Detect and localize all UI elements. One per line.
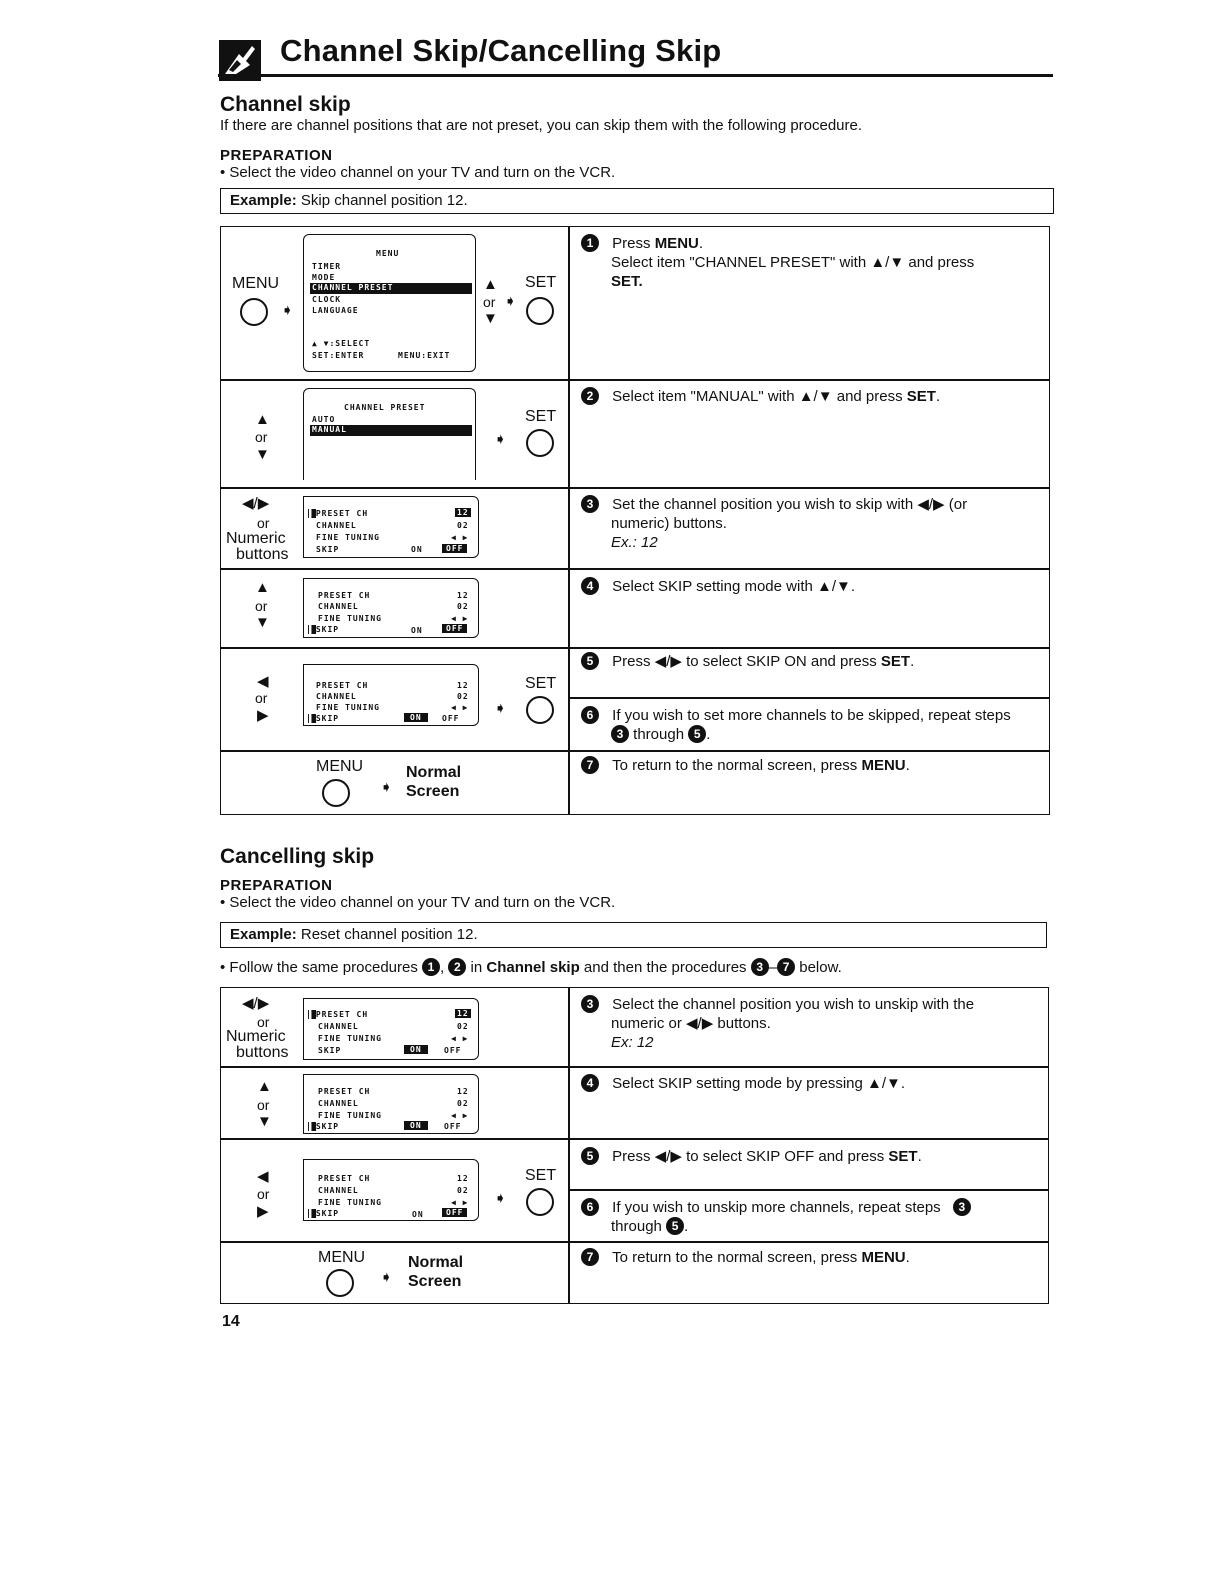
divider	[568, 697, 1050, 699]
cancel-step-7: 7 To return to the normal screen, press MENU.	[581, 1248, 910, 1267]
step-3: 3 Set the channel position you wish to skip with ◀/▶ (or	[581, 495, 967, 514]
osd-unskip-screen: ▌PRESET CH CHANNEL FINE TUNING SKIP 12 02 ◀ ▶ ON OFF	[303, 998, 479, 1060]
cancel-step-6: 6 If you wish to unskip more channels, repeat steps 3	[581, 1198, 971, 1217]
osd-skip-screen: ▌PRESET CH CHANNEL FINE TUNING SKIP 12 02 ◀ ▶ ON OFF	[303, 496, 479, 558]
set-button-icon	[526, 297, 554, 325]
highlight-bar: CHANNEL PRESET	[310, 283, 472, 294]
menu-button-icon	[326, 1269, 354, 1297]
example-label: Example:	[230, 192, 297, 209]
menu-button-label: MENU	[232, 275, 280, 292]
prep-text: • Select the video channel on your TV and turn on the VCR.	[220, 164, 616, 181]
follow-note: • Follow the same procedures 1 , 2 in Channel skip and then the procedures 3 – 7 below.	[220, 959, 842, 976]
osd-skip-screen: PRESET CH CHANNEL FINE TUNING ▌SKIP 12 02 ◀ ▶ ON OFF	[303, 578, 479, 638]
divider	[220, 568, 1050, 570]
menu-button-icon	[240, 298, 268, 326]
step-7: 7 To return to the normal screen, press MENU.	[581, 756, 910, 775]
menu-button-icon	[322, 779, 350, 807]
set-button-label: SET	[525, 274, 557, 291]
set-button-icon	[526, 429, 554, 457]
step-2: 2 Select item "MANUAL" with ▲/▼ and press SET.	[581, 387, 940, 406]
osd-unskip-screen: PRESET CH CHANNEL FINE TUNING ▌SKIP 12 02 ◀ ▶ ON OFF	[303, 1074, 479, 1134]
osd-skip-on-screen: PRESET CH CHANNEL FINE TUNING ▌SKIP 12 02 ◀ ▶ ON OFF	[303, 664, 479, 726]
arrow-icon: ➧	[281, 302, 294, 319]
cancel-step-3: 3 Select the channel position you wish to unskip with the	[581, 995, 974, 1014]
osd-skip-off-screen: PRESET CH CHANNEL FINE TUNING ▌SKIP 12 02 ◀ ▶ ON OFF	[303, 1159, 479, 1221]
prep-heading: PREPARATION	[220, 877, 333, 894]
step-6: 6 If you wish to set more channels to be skipped, repeat steps	[581, 706, 1011, 725]
divider	[220, 379, 1050, 381]
set-button-icon	[526, 1188, 554, 1216]
osd-menu-screen: MENU TIMER MODE CHANNEL PRESET CLOCK LANGUAGE ▲ ▼:SELECT SET:ENTER MENU:EXIT	[303, 234, 476, 372]
step-1: 1 Press MENU.	[581, 234, 703, 253]
example-text: Skip channel position 12.	[300, 192, 468, 209]
cancelling-skip-heading: Cancelling skip	[220, 845, 375, 868]
step-5: 5 Press ◀/▶ to select SKIP ON and press SET.	[581, 652, 914, 671]
set-button-icon	[526, 696, 554, 724]
step-4: 4 Select SKIP setting mode with ▲/▼.	[581, 577, 855, 596]
page-number: 14	[222, 1313, 240, 1330]
channel-skip-heading: Channel skip	[220, 93, 351, 116]
osd-preset-screen: CHANNEL PRESET AUTO MANUAL	[303, 388, 476, 480]
cancel-step-5: 5 Press ◀/▶ to select SKIP OFF and press SET.	[581, 1147, 922, 1166]
example-box	[220, 188, 1054, 214]
title-rule	[218, 74, 1053, 77]
cancel-step-4: 4 Select SKIP setting mode by pressing ▲/▼.	[581, 1074, 905, 1093]
divider	[220, 647, 1050, 649]
example-box: Example: Reset channel position 12.	[220, 922, 1047, 948]
prep-text: • Select the video channel on your TV and turn on the VCR.	[220, 894, 616, 911]
divider	[568, 226, 570, 815]
divider	[220, 487, 1050, 489]
prep-heading: PREPARATION	[220, 147, 333, 164]
channel-skip-intro: If there are channel positions that are not preset, you can skip them with the following procedure.	[220, 117, 863, 134]
divider	[220, 750, 1050, 752]
page-title: Channel Skip/Cancelling Skip	[280, 33, 722, 68]
